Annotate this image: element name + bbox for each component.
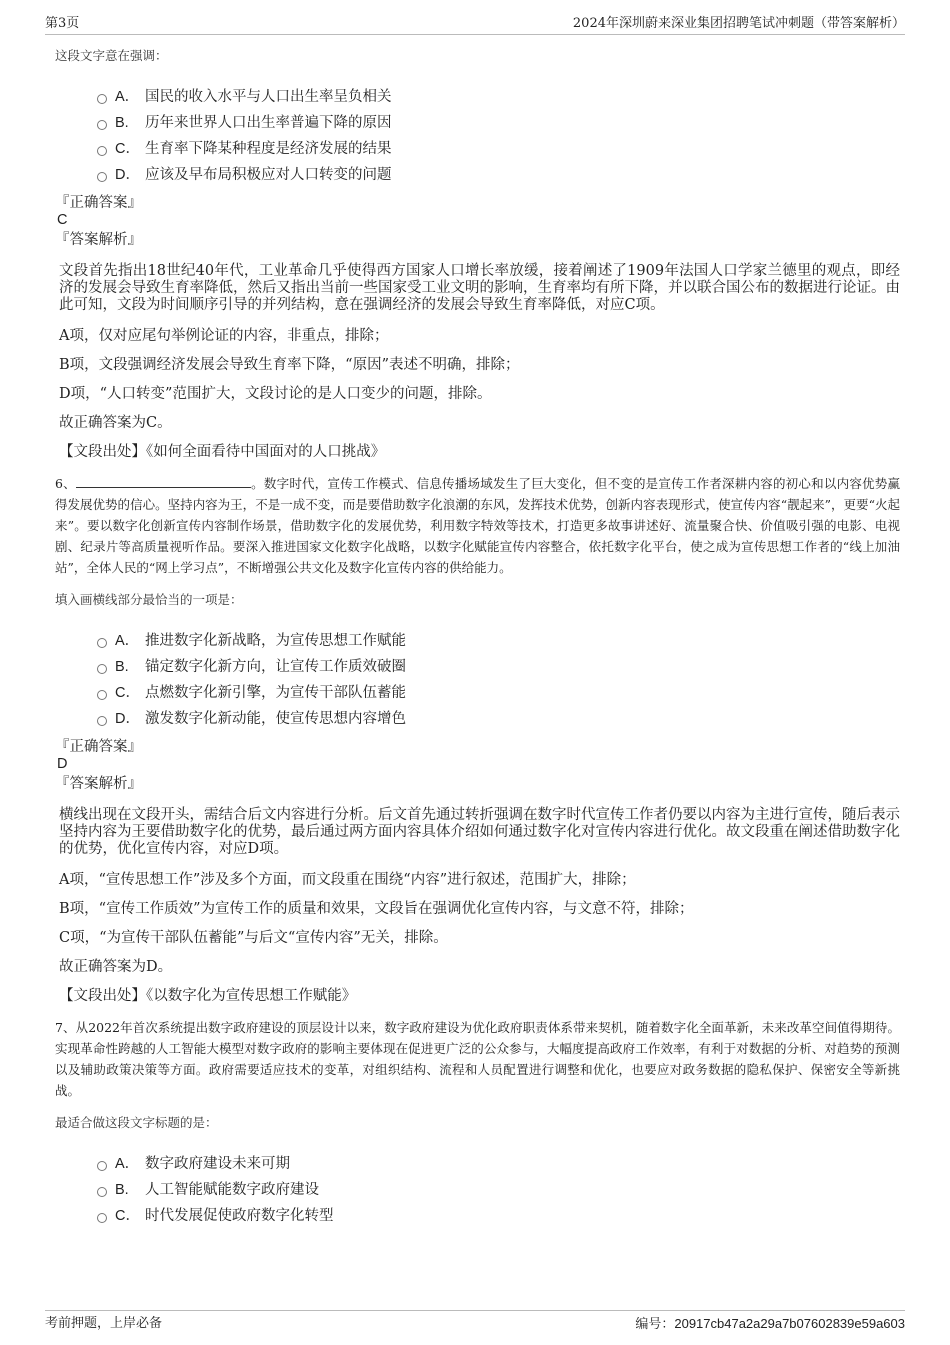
q6-source: 【文段出处】《以数字化为宣传思想工作赋能》 [59, 988, 357, 1004]
q6-note: A项，“宣传思想工作”涉及多个方面，而文段重在围绕“内容”进行叙述，范围扩大，排除； [59, 872, 636, 888]
radio-button[interactable] [97, 690, 107, 700]
q6-question [55, 473, 900, 578]
q5-option-b[interactable]: B. 历年来世界人口出生率普遍下降的原因 [95, 110, 900, 136]
radio-button[interactable] [97, 638, 107, 648]
q6-answer-label: 『正确答案』 [55, 739, 142, 755]
page-content [55, 46, 900, 1235]
radio-button[interactable] [97, 716, 107, 726]
q5-note: A项，仅对应尾句举例论证的内容，非重点，排除； [59, 328, 389, 344]
q5-analysis-label: 『答案解析』 [55, 232, 142, 248]
document-id-label: 编号： [635, 1317, 675, 1332]
q7-option-b[interactable]: B. 人工智能赋能数字政府建设 [95, 1177, 900, 1203]
document-id [635, 1314, 905, 1335]
q5-prompt: 这段文字意在强调： [55, 48, 168, 63]
q5-analysis: 文段首先指出18世纪40年代，工业革命几乎使得西方国家人口增长率放缓，接着阐述了1909年法国人口学家兰德里的观点，即经济的发展会导致生育率降低，然后又指出当前一些国家受工业文明的影响，生育率均有所下降，并以联合国公布的数据进行论证。由此可知，文段为时间顺序引导的并列结构，意在强调经济的发展会导致生育率降低，对应C项。 [59, 263, 900, 313]
q5-answer: C [57, 212, 68, 228]
q5-options [55, 84, 900, 188]
radio-button[interactable] [97, 1187, 107, 1197]
radio-button[interactable] [97, 146, 107, 156]
q6-answer: D [57, 756, 68, 772]
q5-option-c[interactable]: C． 生育率下降某种程度是经济发展的结果 [95, 136, 900, 162]
radio-button[interactable] [97, 172, 107, 182]
q7-option-a[interactable]: A． 数字政府建设未来可期 [95, 1151, 900, 1177]
fill-blank [76, 473, 251, 488]
page-footer [45, 1310, 905, 1333]
footer-slogan: 考前押题，上岸必备 [45, 1316, 163, 1331]
q5-answer-label: 『正确答案』 [55, 195, 142, 211]
q5-option-a[interactable]: A． 国民的收入水平与人口出生率呈负相关 [95, 84, 900, 110]
radio-button[interactable] [97, 1161, 107, 1171]
q6-option-d[interactable]: D． 激发数字化新动能，使宣传思想内容增色 [95, 706, 900, 732]
radio-button[interactable] [97, 664, 107, 674]
q6-text: 。数字时代，宣传工作模式、信息传播场域发生了巨大变化，但不变的是宣传工作者深耕内容的初心和以内容优势赢得发展优势的信心。坚持内容为王，不是一成不变，而是要借助数字化浪潮的东风，发挥技术优势，创新内容表现形式，使宣传内容“靓起来”，更要“火起来”。要以数字化创新宣传内容制作场景，借助数字化的发展优势，利用数字特效等技术，打造更多故事讲述好、流量聚合快、价值吸引强的电影、电视剧、纪录片等高质量视听作品。要深入推进国家文化数字化战略，以数字化赋能宣传内容整合，依托数字化平台，使之成为宣传思想工作者的“线上加油站”，全体人民的“网上学习点”，不断增强公共文化及数字化宣传内容的供给能力。 [55, 476, 901, 575]
q5-conclusion: 故正确答案为C。 [59, 415, 172, 431]
radio-button[interactable] [97, 1213, 107, 1223]
q6-prompt: 填入画横线部分最恰当的一项是： [55, 592, 243, 607]
q6-analysis-label: 『答案解析』 [55, 776, 142, 792]
document-title: 2024年深圳蔚来深业集团招聘笔试冲刺题（带答案解析） [572, 16, 905, 31]
q6-number: 6、 [55, 476, 76, 491]
q6-options [55, 628, 900, 732]
q6-analysis: 横线出现在文段开头，需结合后文内容进行分析。后文首先通过转折强调在数字时代宣传工作者仍要以内容为主进行宣传，随后表示坚持内容为王要借助数字化的优势，最后通过两方面内容具体介绍如何通过数字化对宣传内容进行优化。故文段重在阐述借助数字化的优势，优化宣传内容，对应D项。 [59, 807, 900, 857]
page-number: 第3页 [45, 16, 80, 31]
q6-conclusion: 故正确答案为D。 [59, 959, 173, 975]
q7-option-c[interactable]: C． 时代发展促使政府数字化转型 [95, 1203, 900, 1229]
q5-note: B项，文段强调经济发展会导致生育率下降，“原因”表述不明确，排除； [59, 357, 520, 373]
radio-button[interactable] [97, 120, 107, 130]
q6-option-c[interactable]: C． 点燃数字化新引擎，为宣传干部队伍蓄能 [95, 680, 900, 706]
q7-prompt: 最适合做这段文字标题的是： [55, 1115, 218, 1130]
q7-question: 7、从2022年首次系统提出数字政府建设的顶层设计以来，数字政府建设为优化政府职责体系带来契机，随着数字化全面革新，未来改革空间值得期待。实现革命性跨越的人工智能大模型对数字政府的影响主要体现在促进更广泛的公众参与，大幅度提高政府工作效率，有利于对数据的分析、对趋势的预测以及辅助政策决策等方面。政府需要适应技术的变革，对组织结构、流程和人员配置进行调整和优化，也要应对政务数据的隐私保护、保密安全等新挑战。 [55, 1020, 900, 1098]
q7-options [55, 1151, 900, 1229]
page-header [45, 12, 905, 35]
q6-option-b[interactable]: B. 锚定数字化新方向，让宣传工作质效破圈 [95, 654, 900, 680]
q6-note: B项，“宣传工作质效”为宣传工作的质量和效果，文段旨在强调优化宣传内容，与文意不符，排除； [59, 901, 694, 917]
q5-note: D项，“人口转变”范围扩大，文段讨论的是人口变少的问题，排除。 [59, 386, 492, 402]
q5-option-d[interactable]: D． 应该及早布局积极应对人口转变的问题 [95, 162, 900, 188]
q6-option-a[interactable]: A． 推进数字化新战略，为宣传思想工作赋能 [95, 628, 900, 654]
q6-note: C项，“为宣传干部队伍蓄能”与后文“宣传内容”无关，排除。 [59, 930, 448, 946]
radio-button[interactable] [97, 94, 107, 104]
q5-source: 【文段出处】《如何全面看待中国面对的人口挑战》 [59, 444, 386, 460]
document-id-value: 20917cb47a2a29a7b07602839e59a603 [674, 1316, 905, 1331]
